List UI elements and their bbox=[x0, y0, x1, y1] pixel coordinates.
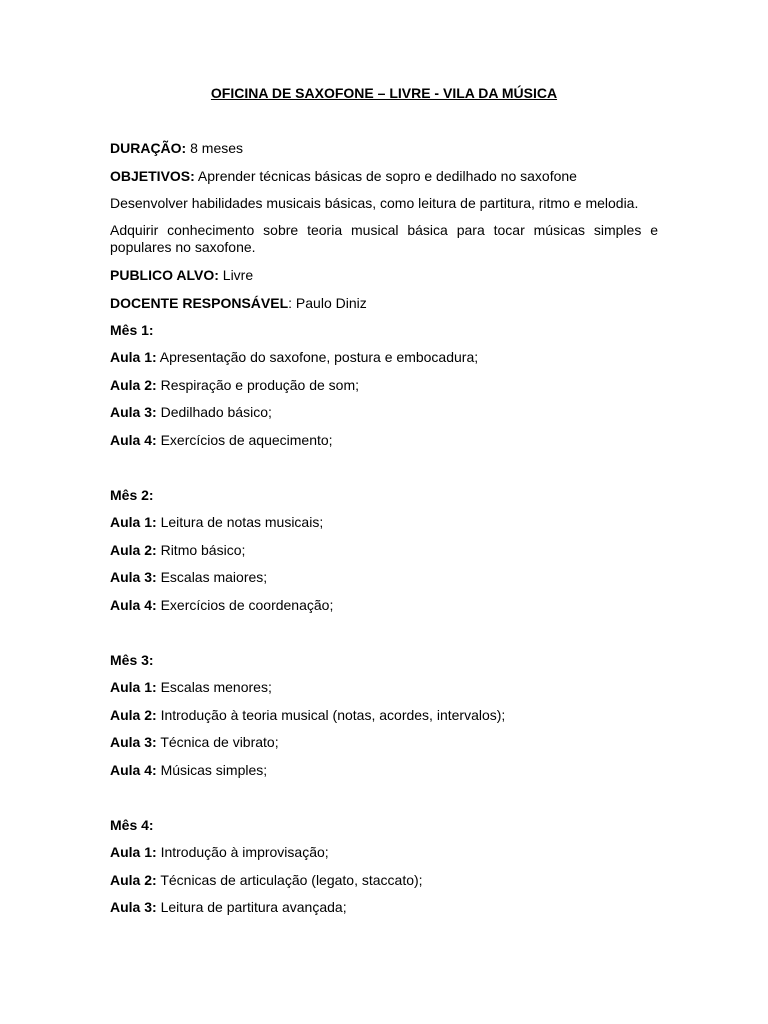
month-heading: Mês 2: bbox=[110, 487, 154, 503]
lesson-line bbox=[110, 899, 347, 916]
duration-value: 8 meses bbox=[186, 140, 244, 156]
lesson-label: Aula 2: bbox=[110, 707, 157, 723]
lesson-label: Aula 4: bbox=[110, 432, 157, 448]
lesson-label: Aula 1: bbox=[110, 844, 157, 860]
lesson-text: Respiração e produção de som; bbox=[156, 377, 360, 393]
duration-line bbox=[110, 140, 243, 157]
lesson-line bbox=[110, 679, 272, 696]
teacher-line bbox=[110, 295, 367, 312]
lesson-label: Aula 1: bbox=[110, 514, 157, 530]
lesson-line bbox=[110, 542, 245, 559]
lesson-label: Aula 3: bbox=[110, 569, 157, 585]
lesson-line bbox=[110, 569, 267, 586]
lesson-text: Apresentação do saxofone, postura e embocadura; bbox=[156, 349, 479, 365]
lesson-label: Aula 4: bbox=[110, 597, 157, 613]
lesson-line bbox=[110, 404, 272, 421]
lesson-text: Leitura de partitura avançada; bbox=[156, 899, 347, 915]
lesson-line bbox=[110, 349, 478, 366]
lesson-label: Aula 2: bbox=[110, 872, 157, 888]
objectives-line-3a: Adquirir conhecimento sobre teoria musical básica para tocar músicas simples e bbox=[110, 222, 658, 238]
lesson-line bbox=[110, 432, 333, 449]
lesson-text: Introdução à teoria musical (notas, acordes, intervalos); bbox=[156, 707, 506, 723]
lesson-label: Aula 3: bbox=[110, 734, 157, 750]
lesson-label: Aula 4: bbox=[110, 762, 157, 778]
lesson-text: Leitura de notas musicais; bbox=[156, 514, 324, 530]
teacher-label: DOCENTE RESPONSÁVEL bbox=[110, 295, 289, 311]
objectives-line-2: Desenvolver habilidades musicais básicas, como leitura de partitura, ritmo e melodia. bbox=[110, 195, 639, 211]
lesson-text: Introdução à improvisação; bbox=[156, 844, 329, 860]
lesson-text: Exercícios de coordenação; bbox=[156, 597, 334, 613]
lesson-text: Dedilhado básico; bbox=[156, 404, 272, 420]
lesson-line bbox=[110, 734, 279, 751]
lesson-text: Músicas simples; bbox=[156, 762, 268, 778]
month-heading: Mês 3: bbox=[110, 652, 154, 668]
month-heading: Mês 4: bbox=[110, 817, 154, 833]
teacher-value: : Paulo Diniz bbox=[288, 295, 367, 311]
lesson-line bbox=[110, 707, 505, 724]
lesson-label: Aula 2: bbox=[110, 542, 157, 558]
audience-line bbox=[110, 267, 253, 284]
lesson-line bbox=[110, 377, 359, 394]
month-heading: Mês 1: bbox=[110, 322, 154, 338]
audience-label: PUBLICO ALVO: bbox=[110, 267, 219, 283]
lesson-line bbox=[110, 844, 329, 861]
objectives-value: Aprender técnicas básicas de sopro e dedilhado no saxofone bbox=[194, 168, 577, 184]
lesson-text: Exercícios de aquecimento; bbox=[156, 432, 333, 448]
document-title: OFICINA DE SAXOFONE – LIVRE - VILA DA MÚSICA bbox=[210, 85, 558, 101]
audience-value: Livre bbox=[218, 267, 254, 283]
lesson-label: Aula 2: bbox=[110, 377, 157, 393]
lesson-line bbox=[110, 597, 333, 614]
objectives-label: OBJETIVOS: bbox=[110, 168, 195, 184]
lesson-text: Escalas maiores; bbox=[156, 569, 268, 585]
lesson-text: Escalas menores; bbox=[156, 679, 272, 695]
objectives-line-3b: populares no saxofone. bbox=[110, 239, 256, 255]
duration-label: DURAÇÃO: bbox=[110, 140, 187, 156]
lesson-text: Ritmo básico; bbox=[156, 542, 246, 558]
objectives-line bbox=[110, 168, 577, 185]
lesson-label: Aula 3: bbox=[110, 404, 157, 420]
lesson-label: Aula 3: bbox=[110, 899, 157, 915]
lesson-text: Técnica de vibrato; bbox=[156, 734, 279, 750]
lesson-text: Técnicas de articulação (legato, staccato); bbox=[156, 872, 423, 888]
lesson-line bbox=[110, 514, 323, 531]
lesson-line bbox=[110, 762, 267, 779]
lesson-label: Aula 1: bbox=[110, 349, 157, 365]
lesson-line bbox=[110, 872, 423, 889]
lesson-label: Aula 1: bbox=[110, 679, 157, 695]
